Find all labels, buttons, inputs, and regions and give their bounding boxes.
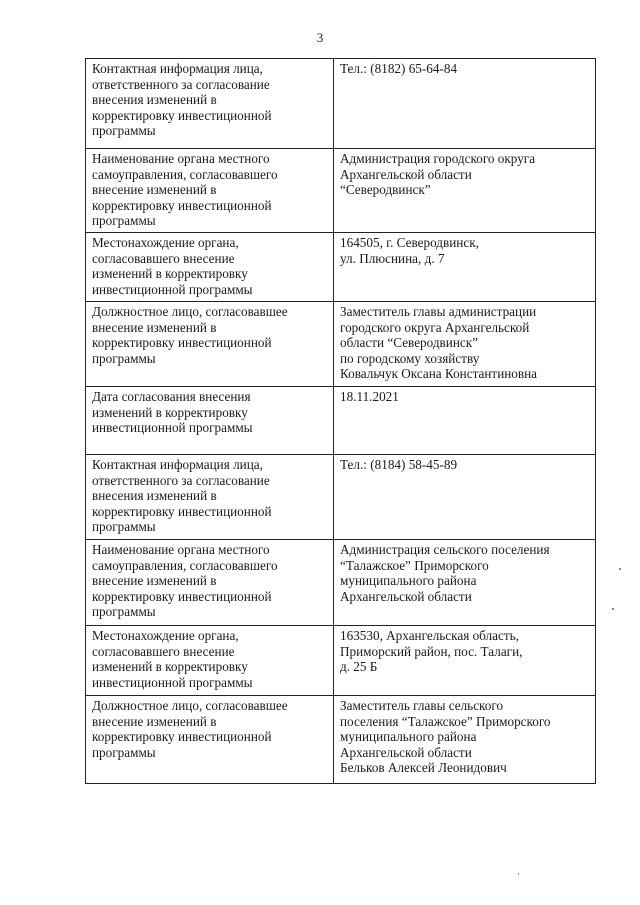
scan-speck xyxy=(518,873,519,875)
row-value: 164505, г. Северодвинск, ул. Плюснина, д. 7 xyxy=(334,233,596,302)
row-value: Тел.: (8184) 58-45-89 xyxy=(334,455,596,540)
row-label: Дата согласования внесения изменений в корректировку инвестиционной программы xyxy=(86,387,334,455)
row-value: 163530, Архангельская область, Приморский район, пос. Талаги, д. 25 Б xyxy=(334,626,596,696)
approval-info-table xyxy=(85,58,596,784)
row-label: Наименование органа местного самоуправления, согласовавшего внесение изменений в корректировку инвестиционной программы xyxy=(86,540,334,626)
row-value: Заместитель главы администрации городского округа Архангельской области “Северодвинск” по городскому хозяйству Ковальчук Оксана Константиновна xyxy=(334,302,596,387)
row-label: Контактная информация лица, ответственного за согласование внесения изменений в корректировку инвестиционной программы xyxy=(86,455,334,540)
scan-speck xyxy=(612,608,614,610)
scan-speck xyxy=(619,568,621,570)
row-value: Заместитель главы сельского поселения “Талажское” Приморского муниципального района Архангельской области Бельков Алексей Леонидович xyxy=(334,696,596,784)
row-label: Наименование органа местного самоуправления, согласовавшего внесение изменений в корректировку инвестиционной программы xyxy=(86,149,334,233)
row-value: Администрация городского округа Архангельской области “Северодвинск” xyxy=(334,149,596,233)
row-value: Администрация сельского поселения “Талажское” Приморского муниципального района Архангельской области xyxy=(334,540,596,626)
row-label: Местонахождение органа, согласовавшего внесение изменений в корректировку инвестиционной программы xyxy=(86,233,334,302)
table-row xyxy=(86,233,596,302)
table-row xyxy=(86,302,596,387)
page-number: 3 xyxy=(316,30,324,45)
table-row xyxy=(86,149,596,233)
row-label: Должностное лицо, согласовавшее внесение изменений в корректировку инвестиционной программы xyxy=(86,696,334,784)
row-value: 18.11.2021 xyxy=(334,387,596,455)
row-label: Должностное лицо, согласовавшее внесение изменений в корректировку инвестиционной программы xyxy=(86,302,334,387)
table-row xyxy=(86,455,596,540)
row-label: Местонахождение органа, согласовавшего внесение изменений в корректировку инвестиционной программы xyxy=(86,626,334,696)
row-label: Контактная информация лица, ответственного за согласование внесения изменений в корректировку инвестиционной программы xyxy=(86,59,334,149)
table-row xyxy=(86,626,596,696)
row-value: Тел.: (8182) 65-64-84 xyxy=(334,59,596,149)
table-row xyxy=(86,387,596,455)
table-row xyxy=(86,59,596,149)
table-row xyxy=(86,696,596,784)
table-row xyxy=(86,540,596,626)
